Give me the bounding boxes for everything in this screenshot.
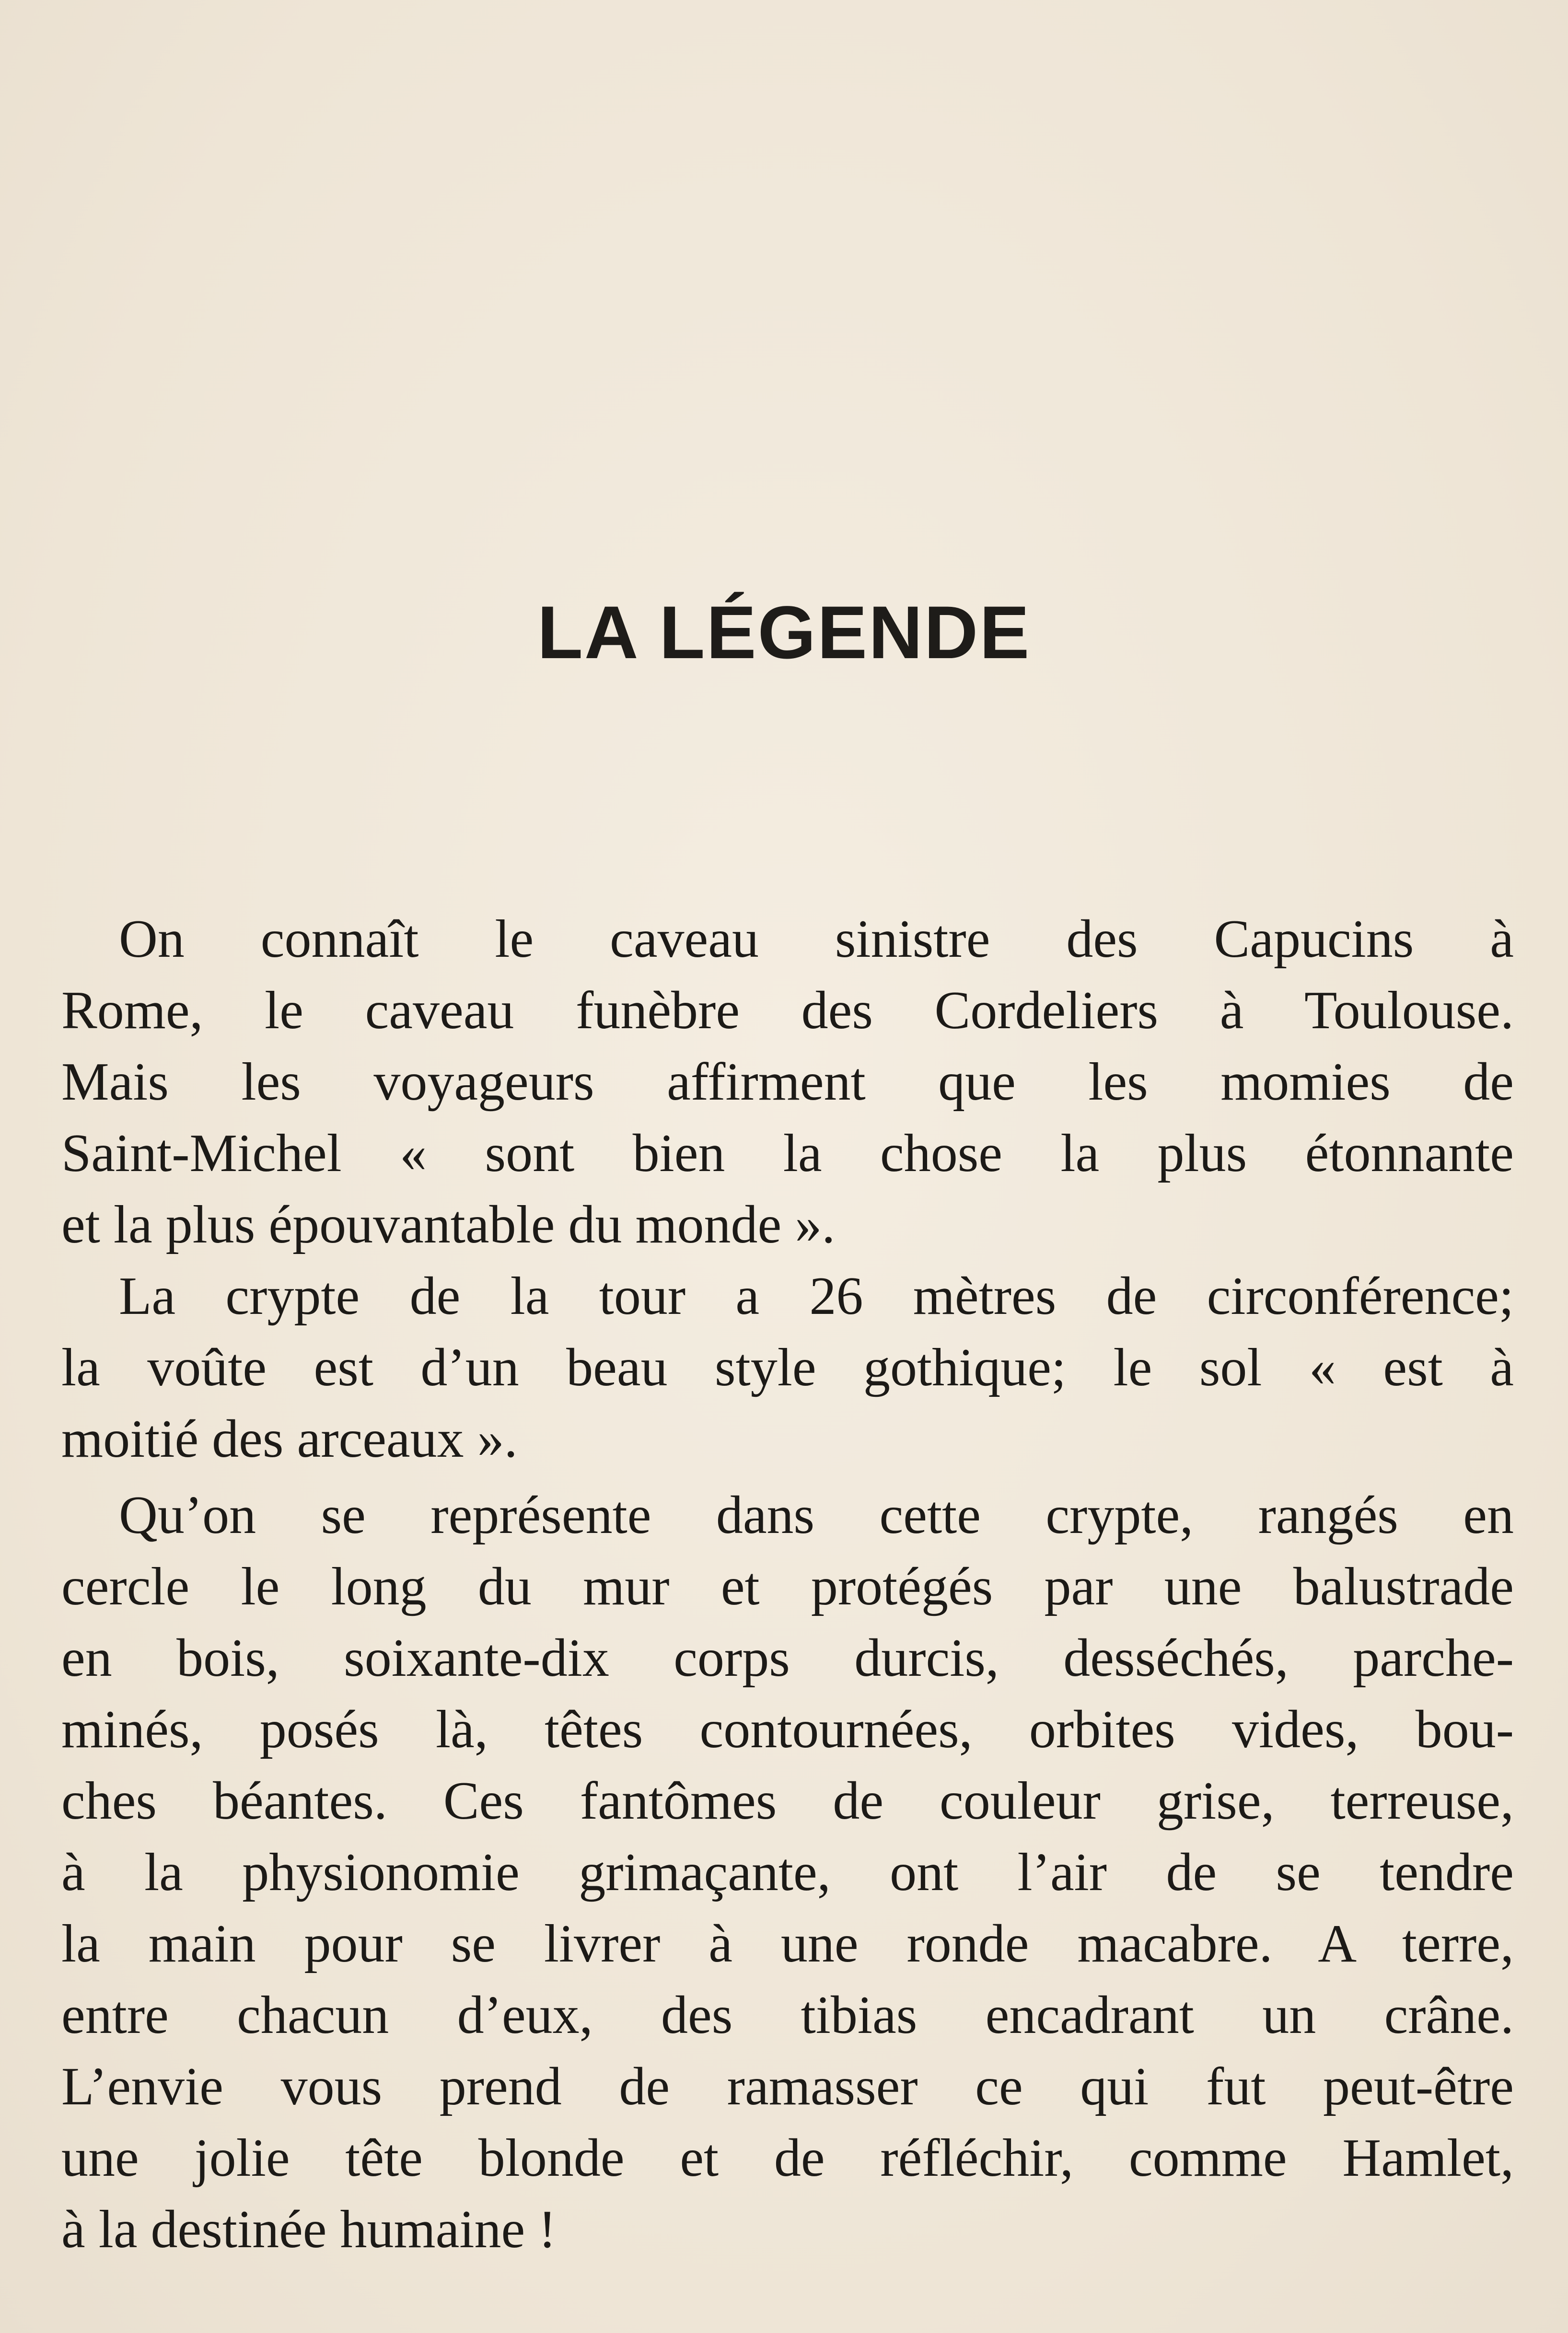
text-line: On connaît le caveau sinistre des Capucins à	[119, 909, 1514, 969]
text-line: à la destinée humaine !	[61, 2200, 557, 2259]
text-line: L’envie vous prend de ramasser ce qui fut peut-être	[61, 2057, 1514, 2116]
text-line: La crypte de la tour a 26 mètres de circonférence;	[119, 1266, 1514, 1326]
text-line: Mais les voyageurs affirment que les momies de	[61, 1052, 1514, 1112]
text-line: et la plus épouvantable du monde ».	[61, 1195, 836, 1254]
text-line: la main pour se livrer à une ronde macabre. A terre,	[61, 1914, 1514, 1973]
text-line: cercle le long du mur et protégés par une balustrade	[61, 1557, 1514, 1616]
paragraph-1	[61, 904, 1514, 1261]
text-line: Saint-Michel « sont bien la chose la plus étonnante	[61, 1124, 1514, 1183]
text-line: Qu’on se représente dans cette crypte, rangés en	[119, 1486, 1514, 1545]
chapter-title: LA LÉGENDE	[537, 591, 1031, 674]
text-line: entre chacun d’eux, des tibias encadrant un crâne.	[61, 1985, 1514, 2045]
text-line: en bois, soixante-dix corps durcis, desséchés, parche-	[61, 1628, 1514, 1688]
text-line: moitié des arceaux ».	[61, 1409, 518, 1469]
text-line: minés, posés là, têtes contournées, orbites vides, bou-	[61, 1700, 1514, 1759]
text-line: la voûte est d’un beau style gothique; le sol « est à	[61, 1338, 1514, 1397]
body-text	[61, 904, 1514, 2265]
text-line: une jolie tête blonde et de réfléchir, comme Hamlet,	[61, 2128, 1514, 2188]
text-line: à la physionomie grimaçante, ont l’air de se tendre	[61, 1843, 1514, 1902]
paragraph-3	[61, 1480, 1514, 2265]
text-line: Rome, le caveau funèbre des Cordeliers à Toulouse.	[61, 981, 1514, 1040]
text-line: ches béantes. Ces fantômes de couleur grise, terreuse,	[61, 1771, 1514, 1831]
bleed-through-text	[62, 53, 1510, 216]
paragraph-2	[61, 1261, 1514, 1475]
